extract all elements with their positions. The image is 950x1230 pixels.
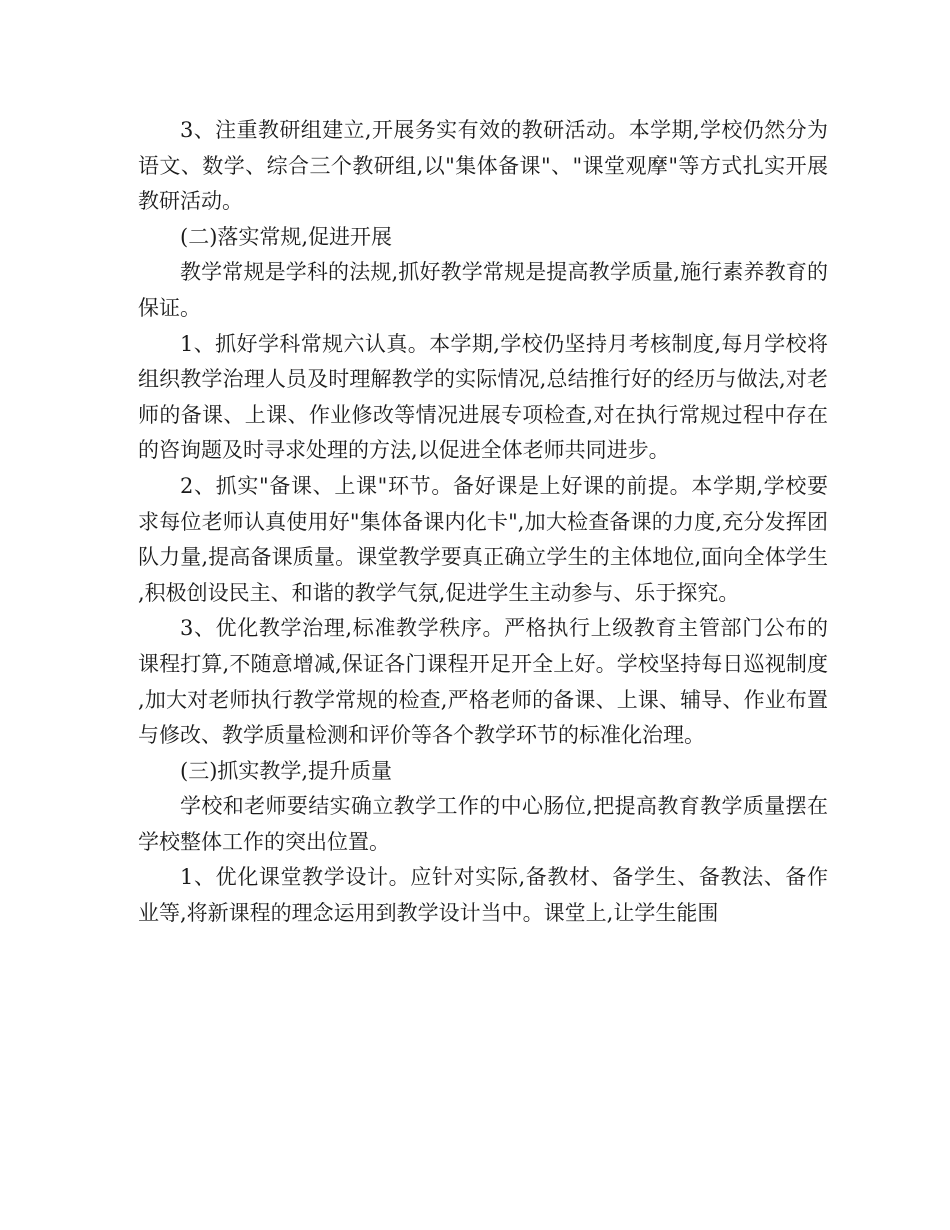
paragraph-teaching-management: 3、优化教学治理,标准教学秩序。严格执行上级教育主管部门公布的课程打算,不随意增减,保证各门课程开足开全上好。学校坚持每日巡视制度,加大对老师执行教学常规的检查,严格老师的备课、上课、辅导、作业布置与修改、教学质量检测和评价等各个教学环节的标准化治理。 — [138, 616, 828, 748]
section-heading-quality: (三)抓实教学,提升质量 — [180, 758, 393, 783]
paragraph-teaching-research-groups: 3、注重教研组建立,开展务实有效的教研活动。本学期,学校仍然分为语文、数学、综合三个教研组,以"集体备课"、"课堂观摩"等方式扎实开展教研活动。 — [138, 118, 828, 214]
paragraph-classroom-design: 1、优化课堂教学设计。应针对实际,备教材、备学生、备教法、备作业等,将新课程的理念运用到教学设计当中。课堂上,让学生能围 — [138, 865, 828, 926]
paragraph-routine-intro: 教学常规是学科的法规,抓好教学常规是提高教学质量,施行素养教育的保证。 — [138, 260, 828, 320]
paragraph-lesson-prep: 2、抓实"备课、上课"环节。备好课是上好课的前提。本学期,学校要求每位老师认真使用好"集体备课内化卡",加大检查备课的力度,充分发挥团队力量,提高备课质量。课堂教学要真正确立学生的主体地位,面向全体学生,积极创设民主、和谐的教学气氛,促进学生主动参与、乐于探究。 — [138, 473, 828, 605]
paragraph-six-diligences: 1、抓好学科常规六认真。本学期,学校仍坚持月考核制度,每月学校将组织教学治理人员及时理解教学的实际情况,总结推行好的经历与做法,对老师的备课、上课、作业修改等情况进展专项检查,对在执行常规过程中存在的咨询题及时寻求处理的方法,以促进全体老师共同进步。 — [138, 331, 828, 463]
document-body — [138, 113, 828, 932]
paragraph-quality-intro: 学校和老师要结实确立教学工作的中心肠位,把提高教育教学质量摆在学校整体工作的突出位置。 — [138, 794, 828, 854]
section-heading-routine: (二)落实常规,促进开展 — [180, 224, 393, 249]
